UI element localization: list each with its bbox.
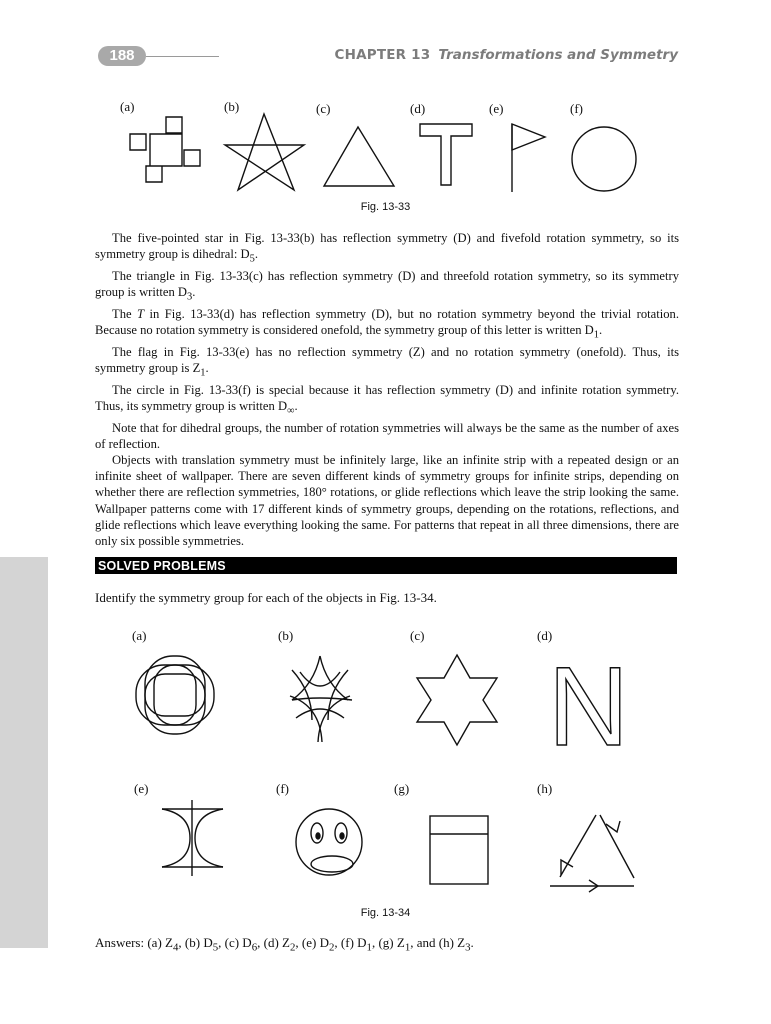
fig34-label-f: (f) <box>276 781 289 796</box>
paragraph: Objects with translation symmetry must be infinitely large, like an infinite strip with a repeated design or an infinite sheet of wallpaper. There are seven different kinds of symmetry groups for infinite strips, depending on whether there are reflection symmetries, 180° rotations, or glide reflections which leave the strip looking the same. Wallpaper patterns come with 17 different kinds of symmetry groups, depending on the rotations, reflections, and glide reflections which leave everything looking the same. For patterns that repeat in all three dimensions, there are only six possible symmetries. <box>95 453 679 549</box>
fig33-triangle-shape <box>324 127 394 186</box>
chapter-number: CHAPTER 13 <box>334 47 431 63</box>
problem-prompt: Identify the symmetry group for each of the objects in Fig. 13-34. <box>95 590 437 605</box>
running-header <box>334 47 678 63</box>
fig33-flag-cloth <box>512 124 545 150</box>
paragraph: Note that for dihedral groups, the number of rotation symmetries will always be the same as the number of axes of reflection. <box>95 420 679 451</box>
fig33-star-shape <box>225 114 304 190</box>
paragraph: The flag in Fig. 13-33(e) has no reflection symmetry (Z) and no rotation symmetry (onefold). Thus, its symmetry group is $Z_1$. <box>95 344 679 379</box>
fig34-face-shape <box>296 809 362 875</box>
fig33-label-f: (f) <box>570 101 583 116</box>
fig34-label-g: (g) <box>394 781 410 796</box>
fig34-label-b: (b) <box>278 628 294 643</box>
fig33-label-d: (d) <box>410 101 426 116</box>
solved-problems-banner <box>95 557 677 574</box>
fig34-curved-star-shape <box>290 656 352 742</box>
page-number: 188 <box>98 46 146 66</box>
header-rule <box>146 56 219 57</box>
fig33-label-a: (a) <box>120 99 135 114</box>
fig33-caption: Fig. 13-33 <box>360 201 411 213</box>
answers-line: Answers: (a) $Z_4$, (b) $D_5$, (c) $D_6$, (d) $Z_2$, (e) $D_2$, (f) $D_1$, (g) $Z_1$, and (h) $Z_3$. <box>95 935 474 954</box>
fig33-label-e: (e) <box>489 101 504 116</box>
fig34-knot-shape <box>136 656 214 734</box>
fig34-label-d: (d) <box>537 628 553 643</box>
fig33-label-b: (b) <box>224 99 240 114</box>
fig34-shapes <box>0 640 771 900</box>
paragraph: The circle in Fig. 13-33(f) is special because it has reflection symmetry (D) and infinite rotation symmetry. Thus, its symmetry group is written $D_\infty$. <box>95 382 679 417</box>
fig34-label-e: (e) <box>134 781 149 796</box>
fig34-arrow-triangle-shape <box>550 815 634 892</box>
fig34-hourglass-shape <box>162 800 223 876</box>
chapter-title: Transformations and Symmetry <box>438 47 678 63</box>
fig34-label-h: (h) <box>537 781 553 796</box>
fig34-letter-n: N <box>548 644 629 769</box>
fig33-label-c: (c) <box>316 101 331 116</box>
body-text <box>95 230 679 549</box>
solved-problems-heading: SOLVED PROBLEMS <box>98 559 226 573</box>
fig34-label-a: (a) <box>132 628 147 643</box>
paragraph: The T in Fig. 13-33(d) has reflection symmetry (D), but no rotation symmetry beyond the trivial rotation. Because no rotation symmetry is considered onefold, the symmetry group of this letter is written $D_1$. <box>95 306 679 341</box>
paragraph: The five-pointed star in Fig. 13-33(b) has reflection symmetry (D) and fivefold rotation symmetry, so its symmetry group is dihedral: $D_5$. <box>95 231 679 265</box>
fig34-caption: Fig. 13-34 <box>360 907 411 919</box>
fig33-squares-shape <box>130 117 200 182</box>
fig33-shapes <box>0 100 771 200</box>
fig33-circle-shape <box>572 127 636 191</box>
fig33-t-shape <box>420 124 472 185</box>
paragraph: The triangle in Fig. 13-33(c) has reflection symmetry (D) and threefold rotation symmetry, so its symmetry group is written $D_3$. <box>95 268 679 303</box>
fig34-box-shape <box>430 816 488 884</box>
fig34-hexagram-shape <box>417 655 497 745</box>
fig34-label-c: (c) <box>410 628 425 643</box>
